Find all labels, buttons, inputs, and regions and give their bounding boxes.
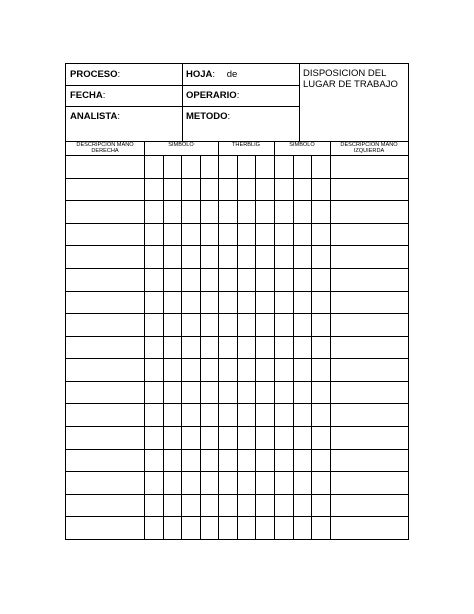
- table-cell[interactable]: [294, 224, 311, 246]
- table-cell[interactable]: [164, 359, 181, 381]
- table-cell[interactable]: [67, 269, 144, 291]
- table-cell[interactable]: [145, 246, 163, 268]
- metodo-field[interactable]: METODO:: [186, 111, 231, 122]
- table-cell[interactable]: [145, 292, 163, 314]
- header-row-line-2: [66, 106, 299, 107]
- table-cell[interactable]: [182, 517, 200, 539]
- table-cell[interactable]: [164, 156, 181, 178]
- table-cell[interactable]: [164, 246, 181, 268]
- table-cell[interactable]: [182, 314, 200, 336]
- table-cell[interactable]: [275, 314, 293, 336]
- table-cell[interactable]: [219, 292, 237, 314]
- table-cell[interactable]: [294, 156, 311, 178]
- table-cell[interactable]: [219, 359, 237, 381]
- table-cell[interactable]: [201, 179, 218, 201]
- table-cell[interactable]: [201, 246, 218, 268]
- hoja-field[interactable]: HOJA: de: [186, 69, 238, 80]
- table-cell[interactable]: [294, 292, 311, 314]
- table-cell[interactable]: [164, 337, 181, 359]
- table-cell[interactable]: [201, 224, 218, 246]
- table-cell[interactable]: [238, 382, 255, 404]
- table-cell[interactable]: [256, 179, 274, 201]
- table-cell[interactable]: [238, 224, 255, 246]
- table-cell[interactable]: [275, 224, 293, 246]
- table-cell[interactable]: [164, 201, 181, 223]
- table-cell[interactable]: [312, 495, 330, 517]
- table-cell[interactable]: [145, 472, 163, 494]
- table-cell[interactable]: [312, 517, 330, 539]
- table-cell[interactable]: [145, 495, 163, 517]
- table-cell[interactable]: [164, 472, 181, 494]
- table-cell[interactable]: [275, 517, 293, 539]
- table-cell[interactable]: [145, 224, 163, 246]
- table-cell[interactable]: [238, 472, 255, 494]
- table-cell[interactable]: [219, 404, 237, 426]
- table-cell[interactable]: [145, 404, 163, 426]
- table-cell[interactable]: [256, 224, 274, 246]
- table-cell[interactable]: [331, 314, 408, 336]
- table-cell[interactable]: [67, 427, 144, 449]
- table-cell[interactable]: [164, 179, 181, 201]
- table-cell[interactable]: [219, 201, 237, 223]
- metodo-label: METODO: [186, 111, 228, 122]
- operario-label: OPERARIO: [186, 90, 237, 101]
- table-cell[interactable]: [256, 337, 274, 359]
- table-cell[interactable]: [67, 224, 144, 246]
- table-cell[interactable]: [182, 495, 200, 517]
- table-cell[interactable]: [201, 404, 218, 426]
- table-cell[interactable]: [275, 179, 293, 201]
- table-cell[interactable]: [294, 382, 311, 404]
- col-header-therblig: THERBLIG: [232, 142, 260, 148]
- table-cell[interactable]: [219, 224, 237, 246]
- table-cell[interactable]: [145, 382, 163, 404]
- table-cell[interactable]: [67, 179, 144, 201]
- col-header-simbolo-left: SIMBOLO: [168, 142, 194, 148]
- table-cell[interactable]: [256, 382, 274, 404]
- table-cell[interactable]: [182, 224, 200, 246]
- table-cell[interactable]: [256, 517, 274, 539]
- table-cell[interactable]: [201, 269, 218, 291]
- table-cell[interactable]: [294, 201, 311, 223]
- table-cell[interactable]: [312, 404, 330, 426]
- table-cell[interactable]: [256, 314, 274, 336]
- table-cell[interactable]: [275, 427, 293, 449]
- table-cell[interactable]: [331, 337, 408, 359]
- table-cell[interactable]: [201, 472, 218, 494]
- table-cell[interactable]: [182, 269, 200, 291]
- table-cell[interactable]: [256, 495, 274, 517]
- table-cell[interactable]: [164, 404, 181, 426]
- table-cell[interactable]: [331, 517, 408, 539]
- table-cell[interactable]: [164, 314, 181, 336]
- table-cell[interactable]: [312, 472, 330, 494]
- table-cell[interactable]: [294, 179, 311, 201]
- table-cell[interactable]: [201, 314, 218, 336]
- table-cell[interactable]: [182, 472, 200, 494]
- table-cell[interactable]: [238, 450, 255, 472]
- table-cell[interactable]: [219, 495, 237, 517]
- table-cell[interactable]: [238, 404, 255, 426]
- table-cell[interactable]: [201, 156, 218, 178]
- table-cell[interactable]: [145, 156, 163, 178]
- table-cell[interactable]: [182, 156, 200, 178]
- table-cell[interactable]: [164, 495, 181, 517]
- table-cell[interactable]: [275, 292, 293, 314]
- table-cell[interactable]: [275, 337, 293, 359]
- table-cell[interactable]: [67, 517, 144, 539]
- table-cell[interactable]: [164, 382, 181, 404]
- table-cell[interactable]: [294, 495, 311, 517]
- table-cell[interactable]: [238, 292, 255, 314]
- table-cell[interactable]: [67, 201, 144, 223]
- table-cell[interactable]: [182, 427, 200, 449]
- header-divider-2: [299, 64, 300, 141]
- table-cell[interactable]: [312, 156, 330, 178]
- table-cell[interactable]: [145, 314, 163, 336]
- col-header-mano-izquierda: DESCRIPCION MANO IZQUIERDA: [340, 142, 398, 155]
- table-cell[interactable]: [219, 382, 237, 404]
- table-cell[interactable]: [312, 292, 330, 314]
- table-cell[interactable]: [294, 517, 311, 539]
- table-cell[interactable]: [164, 269, 181, 291]
- table-cell[interactable]: [145, 269, 163, 291]
- table-cell[interactable]: [275, 495, 293, 517]
- table-cell[interactable]: [312, 450, 330, 472]
- table-cell[interactable]: [294, 404, 311, 426]
- table-cell[interactable]: [182, 450, 200, 472]
- table-cell[interactable]: [145, 359, 163, 381]
- table-cell[interactable]: [164, 224, 181, 246]
- table-cell[interactable]: [201, 201, 218, 223]
- table-cell[interactable]: [312, 269, 330, 291]
- table-cell[interactable]: [312, 427, 330, 449]
- table-cell[interactable]: [312, 224, 330, 246]
- table-cell[interactable]: [312, 179, 330, 201]
- table-cell[interactable]: [145, 517, 163, 539]
- table-cell[interactable]: [182, 404, 200, 426]
- table-cell[interactable]: [238, 246, 255, 268]
- header-row-line-1: [66, 85, 299, 86]
- table-cell[interactable]: [238, 156, 255, 178]
- col-header-mano-derecha: DESCRIPCION MANO DERECHA: [76, 142, 134, 155]
- table-cell[interactable]: [238, 269, 255, 291]
- table-cell[interactable]: [275, 269, 293, 291]
- table-cell[interactable]: [256, 246, 274, 268]
- header-divider-1: [182, 64, 183, 141]
- table-cell[interactable]: [294, 427, 311, 449]
- table-cell[interactable]: [219, 314, 237, 336]
- table-cell[interactable]: [275, 359, 293, 381]
- operario-field[interactable]: OPERARIO:: [186, 90, 240, 101]
- table-cell[interactable]: [67, 337, 144, 359]
- table-cell[interactable]: [182, 246, 200, 268]
- table-cell[interactable]: [219, 156, 237, 178]
- table-cell[interactable]: [201, 382, 218, 404]
- table-cell[interactable]: [275, 201, 293, 223]
- table-cell[interactable]: [182, 382, 200, 404]
- table-cell[interactable]: [331, 246, 408, 268]
- table-cell[interactable]: [145, 201, 163, 223]
- table-cell[interactable]: [238, 337, 255, 359]
- table-cell[interactable]: [67, 292, 144, 314]
- table-cell[interactable]: [275, 246, 293, 268]
- table-cell[interactable]: [294, 472, 311, 494]
- table-cell[interactable]: [182, 201, 200, 223]
- table-cell[interactable]: [294, 450, 311, 472]
- table-cell[interactable]: [275, 450, 293, 472]
- table-cell[interactable]: [294, 314, 311, 336]
- table-cell[interactable]: [256, 359, 274, 381]
- table-cell[interactable]: [219, 517, 237, 539]
- table-cell[interactable]: [164, 292, 181, 314]
- table-cell[interactable]: [312, 382, 330, 404]
- table-cell[interactable]: [256, 201, 274, 223]
- table-cell[interactable]: [331, 179, 408, 201]
- proceso-field[interactable]: PROCESO:: [70, 69, 121, 80]
- table-cell[interactable]: [331, 382, 408, 404]
- table-cell[interactable]: [238, 427, 255, 449]
- table-cell[interactable]: [238, 179, 255, 201]
- table-cell[interactable]: [294, 337, 311, 359]
- table-cell[interactable]: [182, 337, 200, 359]
- table-cell[interactable]: [256, 427, 274, 449]
- table-cell[interactable]: [312, 359, 330, 381]
- table-cell[interactable]: [145, 450, 163, 472]
- table-cell[interactable]: [331, 201, 408, 223]
- table-cell[interactable]: [256, 472, 274, 494]
- table-cell[interactable]: [312, 246, 330, 268]
- table-cell[interactable]: [312, 314, 330, 336]
- table-cell[interactable]: [67, 495, 144, 517]
- analista-field[interactable]: ANALISTA:: [70, 111, 120, 122]
- table-cell[interactable]: [331, 292, 408, 314]
- table-cell[interactable]: [145, 179, 163, 201]
- table-cell[interactable]: [201, 450, 218, 472]
- table-cell[interactable]: [312, 201, 330, 223]
- table-cell[interactable]: [67, 404, 144, 426]
- table-cell[interactable]: [238, 201, 255, 223]
- table-cell[interactable]: [67, 246, 144, 268]
- table-cell[interactable]: [275, 156, 293, 178]
- table-cell[interactable]: [331, 495, 408, 517]
- table-cell[interactable]: [67, 314, 144, 336]
- table-cell[interactable]: [256, 292, 274, 314]
- table-cell[interactable]: [219, 246, 237, 268]
- table-cell[interactable]: [201, 359, 218, 381]
- disposicion-line-2: LUGAR DE TRABAJO: [303, 78, 398, 90]
- table-cell[interactable]: [256, 404, 274, 426]
- table-cell[interactable]: [275, 404, 293, 426]
- analysis-form: [65, 63, 409, 540]
- disposicion-line-1: DISPOSICION DEL: [303, 68, 387, 79]
- table-cell[interactable]: [67, 156, 144, 178]
- table-cell[interactable]: [219, 337, 237, 359]
- hoja-de-text: de: [226, 69, 238, 80]
- table-cell[interactable]: [164, 427, 181, 449]
- table-cell[interactable]: [67, 450, 144, 472]
- table-cell[interactable]: [67, 382, 144, 404]
- table-cell[interactable]: [331, 450, 408, 472]
- table-cell[interactable]: [219, 269, 237, 291]
- table-cell[interactable]: [201, 337, 218, 359]
- table-cell[interactable]: [182, 292, 200, 314]
- fecha-label: FECHA: [70, 90, 103, 101]
- proceso-label: PROCESO: [70, 69, 118, 80]
- disposicion-title: [303, 69, 408, 90]
- table-cell[interactable]: [219, 179, 237, 201]
- table-cell[interactable]: [294, 269, 311, 291]
- table-cell[interactable]: [145, 427, 163, 449]
- table-cell[interactable]: [331, 156, 408, 178]
- fecha-field[interactable]: FECHA:: [70, 90, 106, 101]
- table-cell[interactable]: [238, 359, 255, 381]
- table-cell[interactable]: [275, 382, 293, 404]
- table-cell[interactable]: [219, 472, 237, 494]
- table-cell[interactable]: [182, 179, 200, 201]
- table-cell[interactable]: [219, 450, 237, 472]
- table-cell[interactable]: [294, 246, 311, 268]
- table-cell[interactable]: [201, 427, 218, 449]
- table-cell[interactable]: [256, 450, 274, 472]
- table-cell[interactable]: [312, 337, 330, 359]
- table-cell[interactable]: [256, 269, 274, 291]
- table-cell[interactable]: [256, 156, 274, 178]
- table-cell[interactable]: [164, 450, 181, 472]
- table-cell[interactable]: [164, 517, 181, 539]
- table-cell[interactable]: [238, 314, 255, 336]
- table-cell[interactable]: [182, 359, 200, 381]
- table-cell[interactable]: [331, 404, 408, 426]
- table-cell[interactable]: [275, 472, 293, 494]
- table-cell[interactable]: [238, 517, 255, 539]
- table-cell[interactable]: [331, 269, 408, 291]
- table-cell[interactable]: [145, 337, 163, 359]
- table-cell[interactable]: [238, 495, 255, 517]
- table-cell[interactable]: [219, 427, 237, 449]
- table-cell[interactable]: [201, 495, 218, 517]
- analista-label: ANALISTA: [70, 111, 118, 122]
- table-cell[interactable]: [331, 224, 408, 246]
- table-cell[interactable]: [294, 359, 311, 381]
- table-cell[interactable]: [67, 472, 144, 494]
- table-cell[interactable]: [201, 517, 218, 539]
- table-cell[interactable]: [67, 359, 144, 381]
- table-cell[interactable]: [201, 292, 218, 314]
- col-header-simbolo-right: SIMBOLO: [289, 142, 315, 148]
- table-cell[interactable]: [331, 472, 408, 494]
- table-cell[interactable]: [331, 359, 408, 381]
- table-cell[interactable]: [331, 427, 408, 449]
- hoja-label: HOJA: [186, 69, 213, 80]
